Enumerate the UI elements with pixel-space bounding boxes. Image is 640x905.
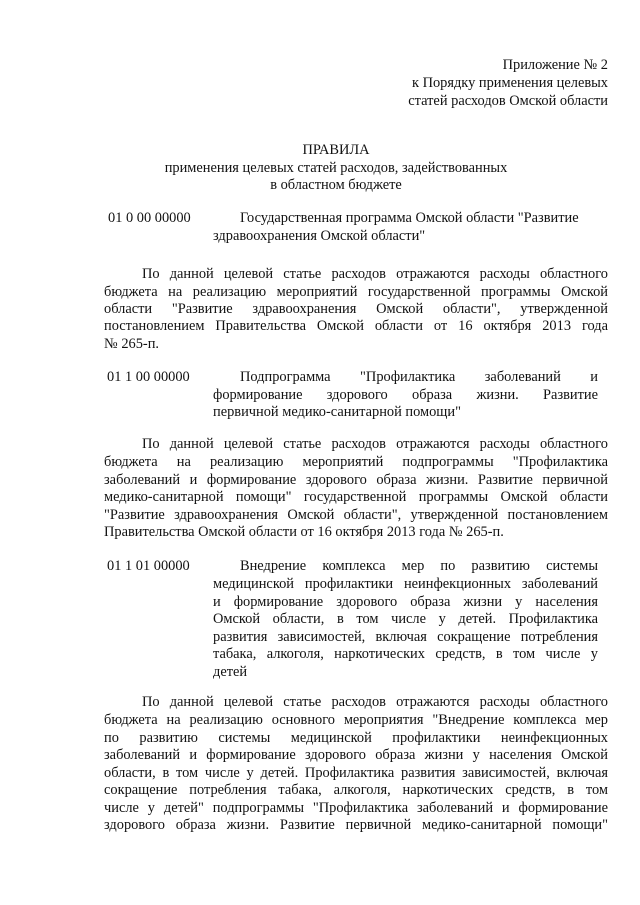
section-3-name-line-1: Внедрение комплекса мер по развитию системы bbox=[240, 558, 598, 574]
appendix-line-1: Приложение № 2 bbox=[502, 57, 608, 73]
section-1-text-line-3: области "Развитие здравоохранения Омской области", утвержденной bbox=[104, 301, 608, 317]
section-1-name-line-1: Государственная программа Омской области "Развитие bbox=[240, 210, 579, 226]
section-1-name-line-2: здравоохранения Омской области" bbox=[213, 228, 426, 244]
section-1-text-line-2: бюджета на реализацию мероприятий государственной программы Омской bbox=[104, 284, 608, 300]
section-3-text-line-1: По данной целевой статье расходов отражаются расходы областного bbox=[142, 694, 608, 710]
section-3-name-line-3: и формирование здорового образа жизни у населения bbox=[213, 594, 598, 610]
section-2-text-line-4: медико-санитарной помощи" государственной программы Омской области bbox=[104, 489, 608, 505]
title-line-1: применения целевых статей расходов, задействованных bbox=[164, 160, 508, 176]
section-3-text-line-8: здорового образа жизни. Развитие первичной медико-санитарной помощи" bbox=[104, 817, 608, 833]
section-2-text-line-1: По данной целевой статье расходов отражаются расходы областного bbox=[142, 436, 608, 452]
title-line-2: в областном бюджете bbox=[270, 177, 402, 193]
section-2-text-line-5: "Развитие здравоохранения Омской области", утвержденной постановлением bbox=[104, 507, 608, 523]
section-2-text-line-6: Правительства Омской области от 16 октября 2013 года № 265-п. bbox=[104, 524, 504, 540]
section-3-text-line-7: числе у детей" подпрограммы "Профилактика заболеваний и формирование bbox=[104, 800, 608, 816]
section-2-text-line-3: заболеваний и формирование здорового образа жизни. Развитие первичной bbox=[104, 472, 608, 488]
document-title: ПРАВИЛА bbox=[302, 142, 370, 158]
appendix-line-2: к Порядку применения целевых bbox=[411, 75, 608, 91]
section-2-name-line-3: первичной медико-санитарной помощи" bbox=[213, 404, 461, 420]
section-1-text-line-5: № 265-п. bbox=[104, 336, 160, 352]
section-3-text-line-4: заболеваний и формирование здорового образа жизни у населения Омской bbox=[104, 747, 608, 763]
section-3-text-line-3: по развитию системы медицинской профилактики неинфекционных bbox=[104, 730, 608, 746]
section-3-text-line-5: области, в том числе у детей. Профилактика развития зависимостей, включая bbox=[104, 765, 608, 781]
section-1-code: 01 0 00 00000 bbox=[108, 210, 191, 226]
section-2-text-line-2: бюджета на реализацию мероприятий подпрограммы "Профилактика bbox=[104, 454, 608, 470]
section-3-text-line-2: бюджета на реализацию основного мероприятия "Внедрение комплекса мер bbox=[104, 712, 608, 728]
section-3-name-line-6: табака, алкоголя, наркотических средств, в том числе у bbox=[213, 646, 598, 662]
section-1-text-line-1: По данной целевой статье расходов отражаются расходы областного bbox=[142, 266, 608, 282]
section-3-name-line-5: развития зависимостей, включая сокращение потребления bbox=[213, 629, 598, 645]
section-3-text-line-6: сокращение потребления табака, алкоголя, наркотических средств, в том bbox=[104, 782, 608, 798]
section-2-name-line-1: Подпрограмма "Профилактика заболеваний и bbox=[240, 369, 598, 385]
section-2-code: 01 1 00 00000 bbox=[107, 369, 190, 385]
section-1-text-line-4: постановлением Правительства Омской области от 16 октября 2013 года bbox=[104, 318, 608, 334]
appendix-line-3: статей расходов Омской области bbox=[408, 93, 608, 109]
section-3-name-line-7: детей bbox=[213, 664, 248, 680]
section-2-name-line-2: формирование здорового образа жизни. Развитие bbox=[213, 387, 598, 403]
section-3-name-line-2: медицинской профилактики неинфекционных заболеваний bbox=[213, 576, 598, 592]
section-3-name-line-4: Омской области, в том числе у детей. Профилактика bbox=[213, 611, 598, 627]
section-3-code: 01 1 01 00000 bbox=[107, 558, 190, 574]
